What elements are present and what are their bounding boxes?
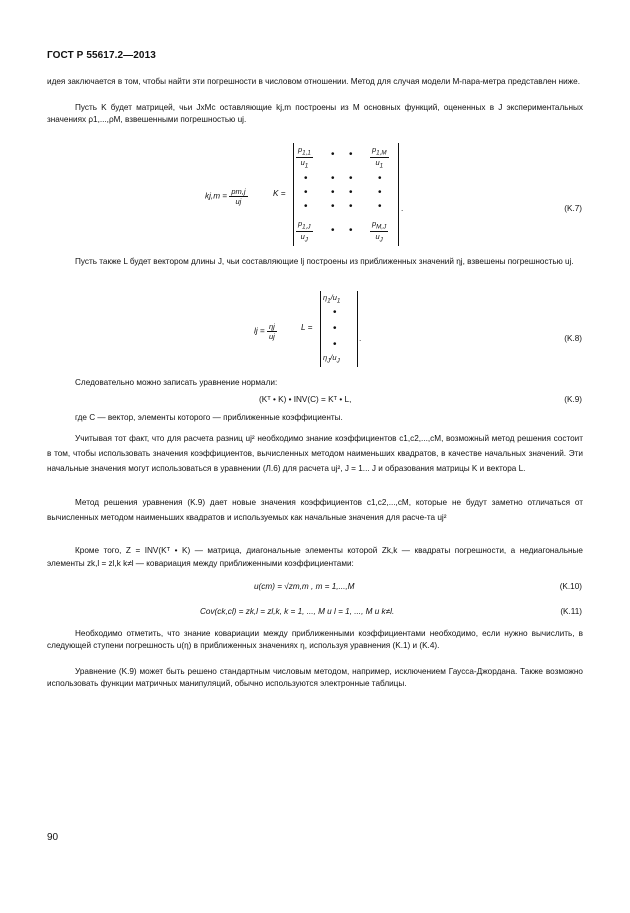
matrix-k-cell-jm: $\frac{p_{M,J}}{u_J}$	[372, 219, 387, 243]
matrix-dot: •	[331, 173, 335, 184]
matrix-k-cell-1m: $\frac{p_{1,M}}{u_1}$	[372, 145, 387, 169]
equation-k8-lhs	[254, 322, 277, 341]
matrix-dot: •	[378, 201, 382, 212]
matrix-k-cell-11: $\frac{p_{1,1}}{u_1}$	[298, 145, 311, 169]
eq8-den: uj	[268, 332, 275, 341]
equation-k9-number: (K.9)	[564, 395, 582, 404]
paragraph-method: Метод решения уравнения (K.9) дает новые значения коэффициентов c1,c2,...,cM, которые не будут заметно отличаться от вычисленных методом наименьших квадратов и используемых как начальные значения для расче-та uj²	[47, 498, 583, 522]
matrix-dot: •	[349, 187, 353, 198]
paragraph-gauss-jordan: Уравнение (K.9) может быть решено стандартным числовым методом, например, исключением Гаусса-Джордана. Также возможно использовать функции матричных манипуляций, обычно используются электронные таблицы.	[47, 667, 583, 688]
matrix-dot: •	[331, 225, 335, 236]
matrix-dot: •	[349, 225, 353, 236]
equation-k10-number: (K.10)	[559, 582, 582, 591]
matrix-dot: •	[349, 149, 353, 160]
matrix-dot: •	[333, 307, 337, 318]
matrix-k	[293, 143, 399, 246]
equation-k9: (Kᵀ • K) • INV(C) = Kᵀ • L,	[259, 395, 352, 404]
matrix-dot: •	[349, 173, 353, 184]
vector-l	[320, 291, 358, 367]
equation-k10: u(cm) = √zm,m , m = 1,...,M	[254, 582, 355, 591]
paragraph-normal-equation: Следовательно можно записать уравнение нормали:	[75, 378, 278, 387]
page-header: ГОСТ Р 55617.2—2013	[47, 50, 156, 61]
paragraph-note-covariance: Необходимо отметить, что знание ковариации между приближенными коэффициентами необходимо, если нужно вычислить, в следующей ступени погрешность u(η) в приближенных значениях η, используя уравнения (K.1) и (K.4).	[47, 629, 583, 650]
equation-k7-k-label: K =	[273, 189, 286, 198]
eq7-num: pm,j	[231, 187, 246, 196]
eq7-lhs-label: kj,m =	[205, 191, 228, 201]
eq8-num: ηj	[268, 322, 275, 331]
eq8-period: .	[359, 334, 362, 343]
paragraph-matrix-k: Пусть K будет матрицей, чьи JxMс оставляющие kj,m построены из M основных функций, оцененных в J экспериментальных значениях ρ1,...,ρM, взвешенными погрешностью uj.	[47, 103, 583, 124]
matrix-dot: •	[333, 323, 337, 334]
eq8-lhs-label: lj =	[254, 326, 265, 336]
matrix-dot: •	[333, 339, 337, 350]
equation-k11-number: (K.11)	[560, 607, 582, 616]
matrix-dot: •	[378, 187, 382, 198]
equation-k7-number: (K.7)	[564, 204, 582, 213]
paragraph-vector-c: где C — вектор, элементы которого — приближенные коэффициенты.	[75, 413, 343, 422]
eq7-fraction	[229, 187, 247, 206]
paragraph-covariance-matrix: Кроме того, Z = INV(Kᵀ • K) — матрица, диагональные элементы которой Zk,k — квадраты погрешности, а недиагональные элементы zk,l = zl,k k≠l — ковариация между приближенными коэффициентами:	[47, 546, 583, 568]
matrix-dot: •	[331, 149, 335, 160]
paragraph-vector-l: Пусть также L будет вектором длины J, чьи составляющие lj построены из приближенных значений ηj, взвешены погрешностью uj.	[75, 257, 574, 266]
matrix-dot: •	[349, 201, 353, 212]
eq7-den: uj	[235, 197, 242, 206]
equation-k8-l-label: L =	[301, 323, 313, 332]
matrix-dot: •	[331, 201, 335, 212]
vector-l-top: $\eta_1/u_1$	[323, 293, 341, 305]
equation-k7-lhs	[205, 187, 248, 206]
page-number: 90	[47, 832, 59, 843]
eq7-period: .	[401, 204, 404, 213]
matrix-dot: •	[304, 201, 308, 212]
vector-l-bottom: $\eta_J/u_J$	[323, 353, 340, 365]
equation-k11: Cov(ck,cl) = zk,l = zl,k, k = 1, ..., M и l = 1, ..., M и k≠l.	[200, 607, 395, 616]
matrix-dot: •	[378, 173, 382, 184]
matrix-dot: •	[331, 187, 335, 198]
matrix-dot: •	[304, 173, 308, 184]
matrix-dot: •	[304, 187, 308, 198]
eq8-fraction	[267, 322, 277, 341]
matrix-k-cell-j1: $\frac{p_{1,J}}{u_J}$	[298, 219, 311, 243]
paragraph-intro: идея заключается в том, чтобы найти эти погрешности в числовом отношении. Метод для случая модели M-пара-метра представлен ниже.	[47, 77, 580, 86]
equation-k8-number: (K.8)	[564, 334, 582, 343]
paragraph-coefficients: Учитывая тот факт, что для расчета разниц uj² необходимо знание коэффициентов c1,c2,...,cM, возможный метод решения состоит в том, чтобы использовать значения коэффициентов, вычисленных методом наименьших квадратов, в качестве начальных значений. Эти начальные значения могут использоваться в уравнении (Л.6) для расчета uj², J = 1... J и образования матрицы K и вектора L.	[47, 434, 583, 473]
